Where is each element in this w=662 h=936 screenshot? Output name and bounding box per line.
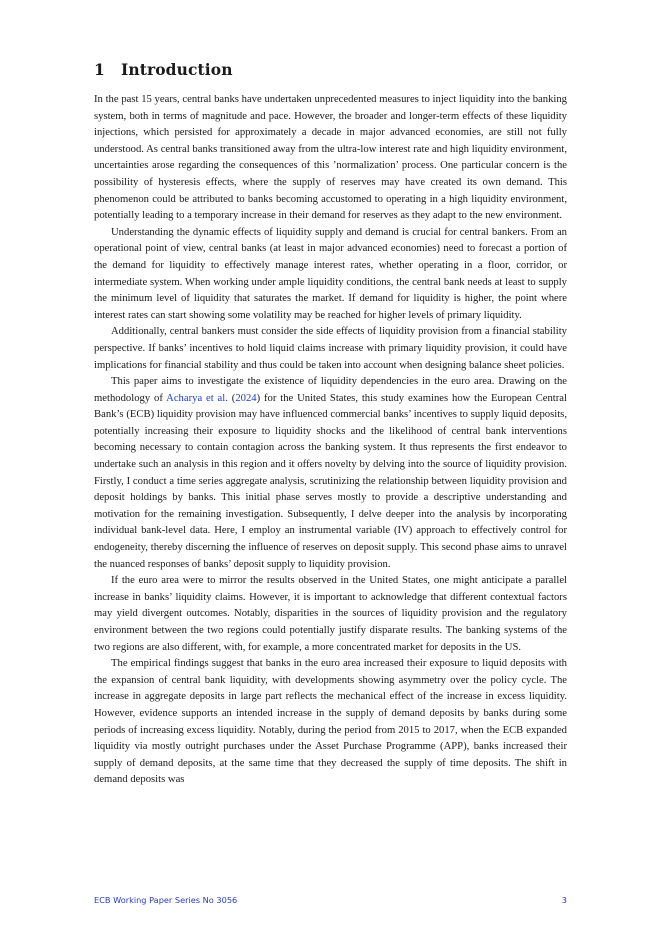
paragraph-text: This paper aims to investigate the existence of liquidity dependencies in the euro area. Drawing on the methodology of [94, 376, 567, 404]
paragraph-text: If the euro area were to mirror the results observed in the United States, one might anticipate a parallel increase in banks’ liquidity claims. However, it is important to acknowledge that different contextual factors may yield divergent outcomes. Notably, disparities in the sources of liquidity provision and the regulatory environment between the two regions could potentially justify disparate results. The banking systems of the two regions are also different, with, for example, a more concentrated market for deposits in the US. [94, 575, 567, 653]
paragraph-6 [94, 656, 567, 789]
section-heading [94, 60, 567, 79]
citation-link-year[interactable]: 2024 [235, 392, 257, 404]
paragraph-text: for the United States, this study examines how the European Central Bank’s (ECB) liquidity provision may have influenced commercial banks’ incentives to supply liquid deposits, potentially increasing their exposure to liquidity shocks and the likelihood of central bank interventions becoming necessary to contain contagion across the banking system. It thus represents the first endeavor to undertake such an analysis in this region and it offers novelty by delving into the source of liquidity provision. Firstly, I conduct a time series aggregate analysis, scrutinizing the relationship between liquidity provision and deposit holdings by banks. This initial phase serves mostly to provide a descriptive understanding and motivation for the remaining investigation. Subsequently, I delve deeper into the analysis by incorporating individual bank-level data. Here, I employ an instrumental variable (IV) approach to effectively control for endogeneity, thereby discerning the influence of reserves on deposit supply. This second phase aims to unravel the nuanced responses of banks’ deposit supply to liquidity provision. [94, 392, 567, 570]
paragraph-text: Understanding the dynamic effects of liquidity supply and demand is crucial for central bankers. From an operational point of view, central banks (at least in major advanced economies) need to forecast a portion of the demand for liquidity to effectively manage interest rates, whether operating in a floor, corridor, or intermediate system. When working under ample liquidity conditions, the central bank needs at least to supply the minimum level of liquidity that saturates the market. If demand for liquidity is higher, the point where interest rates can start showing some volatility may be reached for higher levels of primary liquidity. [94, 226, 567, 321]
citation-paren-close: ) [256, 392, 261, 404]
body-text [94, 92, 567, 789]
paragraph-text: The empirical findings suggest that banks in the euro area increased their exposure to liquid deposits with the expansion of central bank liquidity, with developments showing asymmetry over the policy cycle. The increase in aggregate deposits in large part reflects the mechanical effect of the increase in excess liquidity. However, evidence supports an intended increase in the supply of demand deposits by banks during some periods of increasing excess liquidity. Notably, during the period from 2015 to 2017, when the ECB expanded liquidity via mostly outright purchases under the Asset Purchase Programme (APP), banks increased their supply of demand deposits, at the same time that they decreased the supply of time deposits. The shift in demand deposits was [94, 658, 567, 786]
paragraph-1 [94, 92, 567, 225]
paragraph-text: Additionally, central bankers must consider the side effects of liquidity provision from a financial stability perspective. If banks’ incentives to hold liquid claims increase with primary liquidity provision, it could have implications for financial stability and thus could be taken into account when designing balance sheet policies. [94, 326, 567, 371]
footer-page-number: 3 [561, 895, 567, 905]
paragraph-2 [94, 225, 567, 325]
citation-paren-open: ( [227, 392, 236, 404]
page-footer [94, 895, 567, 905]
paragraph-4 [94, 374, 567, 573]
citation-link-author[interactable]: Acharya et al. [166, 392, 228, 404]
section-title: Introduction [121, 60, 233, 79]
footer-series-label: ECB Working Paper Series No 3056 [94, 895, 238, 905]
page-content [94, 60, 567, 789]
paragraph-5 [94, 573, 567, 656]
paragraph-3 [94, 324, 567, 374]
paragraph-text: In the past 15 years, central banks have undertaken unprecedented measures to inject liquidity into the banking system, both in terms of magnitude and pace. However, the broader and longer-term effects of these liquidity injections, which persisted for approximately a decade in major advanced economies, are still not fully understood. As central banks transitioned away from the ultra-low interest rate and high liquidity environment, uncertainties arose regarding the consequences of this ’normalization’ process. One particular concern is the possibility of hysteresis effects, where the supply of reserves may have created its own demand. This phenomenon could be attributed to banks becoming accustomed to operating in a high liquidity environment, potentially leading to a temporary increase in their demand for reserves as they adapt to the new environment. [94, 94, 567, 222]
section-number: 1 [94, 60, 105, 79]
